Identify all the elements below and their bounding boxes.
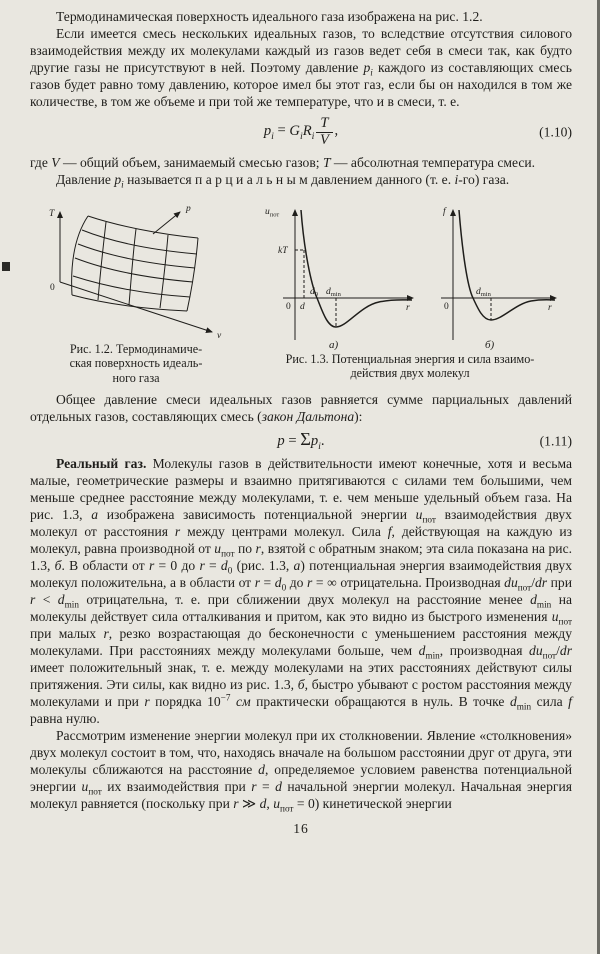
figure-1-3 (248, 198, 572, 381)
d0-label: $d_0$ (310, 286, 318, 298)
figures-row (30, 198, 572, 386)
p-axis (153, 212, 180, 234)
figure-1-3b-force-plot (421, 198, 563, 350)
equation-number: (1.10) (539, 124, 572, 140)
paragraph-thermodynamic-surface: Термодинамическая поверхность идеального газа изображена на рис. 1.2. (56, 9, 483, 24)
page-number: 16 (293, 821, 309, 837)
formula-1-10 (30, 116, 572, 149)
subfigure-tag-a: а) (329, 338, 339, 350)
figure-1-2-caption (41, 342, 231, 386)
kt-label: kT (278, 245, 288, 256)
v-axis-label: v (217, 330, 222, 340)
caption-line: действия двух молекул (350, 366, 470, 381)
p-axis-label: p (186, 203, 191, 214)
formula-1-11 (30, 429, 572, 453)
t-axis-label: T (49, 208, 55, 219)
caption-line: ская поверхность идеаль- (69, 356, 203, 371)
x-axis-label: r (548, 302, 552, 313)
surface-mesh (72, 216, 198, 311)
figure-1-3-caption (248, 352, 572, 381)
potential-energy-curve (301, 210, 412, 327)
paragraph-gas-mixture: Если имеется смесь нескольких идеальных газов, то вследствие отсутствия силового взаимодействия между их молекулами каждый из газов ведет себя в смеси так, как будто другие газы не присутствуют в ней. Поэтому давление $p_i$ каждого из составляющих смесь газов будет равно тому давлению, которое имел бы этот газ, если бы он находился в том же количестве, в том же объеме и при той же температуре, что и в смеси, т. е. (30, 26, 572, 109)
formula-body: $p = \Sigma p_i$. (277, 429, 325, 453)
paragraph-collision: Рассмотрим изменение энергии молекул при их столкновении. Явление «столкновения» двух молекул состоит в том, что, находясь вначале на большом расстоянии друг от друга, эти молекулы сближаются на расстояние d, определяемое условием равенства потенциальной энергии $u_{пот}$ их взаимодействия при r = d начальной энергии молекул. Начальная энергия молекул равняется (поскольку при r ≫ d, $u_{пот} = 0$) кинетической энергии (30, 728, 572, 814)
figure-1-2-thermodynamic-surface (30, 198, 238, 340)
force-curve (459, 210, 555, 320)
dmin-label: $d_{min}$ (476, 286, 491, 298)
paragraph-partial-pressure: Давление $p_i$ называется п а р ц и а л ь н ы м давлением данного (т. е. i-го) газа. (56, 171, 510, 190)
y-axis-label-u-pot: $u_{пот}$ (265, 206, 280, 218)
caption-line: ного газа (112, 370, 160, 385)
figure-1-3-plots (248, 198, 572, 350)
d-label: d (300, 301, 305, 312)
origin-label: 0 (50, 282, 55, 293)
x-axis-label: r (406, 302, 410, 313)
caption-line: Рис. 1.2. Термодинамиче- (69, 341, 203, 356)
paragraph-real-gas: Реальный газ. Молекулы газов в действительности имеют конечные, хотя и весьма малые, геометрические размеры и взаимно притягиваются с силами тем большими, чем меньше среднее расстояние между молекулами, т. е. чем меньше удельный объем газа. На рис. 1.3, а изображена зависимость потенциальной энергии $u_{пот}$ взаимодействия двух молекул от расстояния r между центрами молекул. Сила f, действующая на каждую из молекул, равна производной от $u_{пот}$ по r, взятой с обратным знаком; эта сила показана на рис. 1.3, б. В области от r = 0 до $r = d_0$ (рис. 1.3, а) потенциальная энергия взаимодействия двух молекул положительна, а в области от $r = d_0$ до r = ∞ отрицательна. Производная $du_{пот}/dr$ при $r < d_{min}$ отрицательна, т. е. при сближении двух молекул на расстояние менее $d_{min}$ на молекулы действует сила отталкивания и притом, как это видно из быстрого изменения $u_{пот}$ при малых r, резко возрастающая до бесконечности с уменьшением расстояния между молекулами. При расстояниях между молекулами больше, чем $d_{min}$, производная $du_{пот}/dr$ имеет положительный знак, т. е. между молекулами на этих расстояниях действуют силы притяжения. Эти силы, как видно из рис. 1.3, б, быстро убывают с ростом расстояния между молекулами и при r порядка $10^{-7}$ см практически обращаются в нуль. В точке $d_{min}$ сила f равна нулю. (30, 456, 573, 727)
dmin-label: $d_{min}$ (326, 286, 341, 298)
figure-1-3a-potential-energy-plot (257, 198, 421, 350)
formula-body: $p_i = G_iR_i$ $\frac{T}{V}$ , (263, 115, 339, 148)
paragraph-formula-explanation: где V — общий объем, занимаемый смесью газов; T — абсолютная температура смеси. (30, 154, 536, 170)
y-axis-label-f: f (443, 206, 446, 217)
origin-label: 0 (286, 301, 291, 312)
caption-line: Рис. 1.3. Потенциальная энергия и сила взаимо- (285, 351, 535, 366)
figure-1-2 (30, 198, 242, 386)
paragraph-dalton-law: Общее давление смеси идеальных газов равняется сумме парциальных давлений отдельных газов, составляющих смесь (закон Дальтона): (30, 392, 572, 425)
scan-artifact (2, 262, 10, 271)
origin-label: 0 (444, 301, 449, 312)
subfigure-tag-b: б) (485, 338, 495, 350)
equation-number: (1.11) (539, 433, 572, 449)
page-content (30, 8, 572, 837)
